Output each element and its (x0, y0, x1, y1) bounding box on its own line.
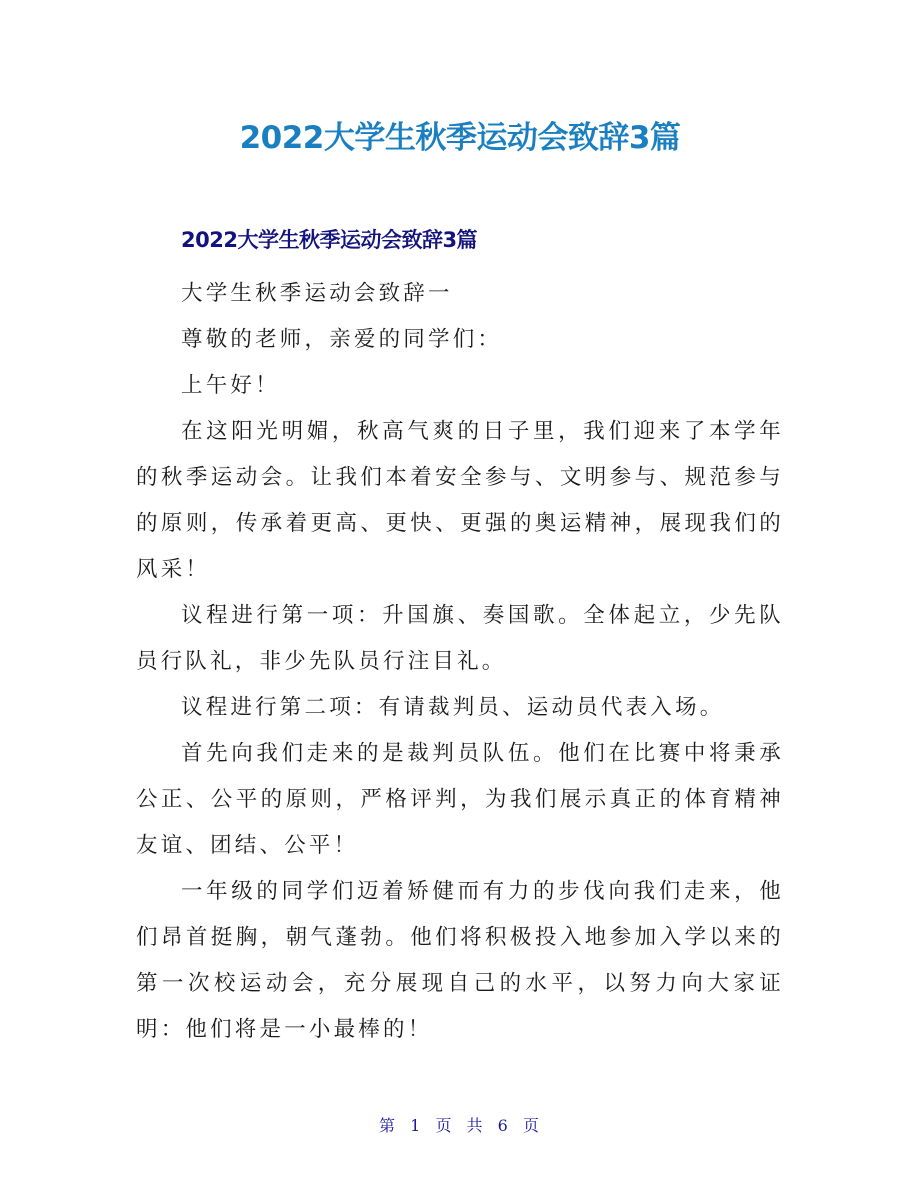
paragraph: 首先向我们走来的是裁判员队伍。他们在比赛中将秉承公正、公平的原则，严格评判，为我们展示真正的体育精神友谊、团结、公平！ (136, 741, 784, 858)
paragraph: 上午好！ (181, 373, 280, 398)
page-title: 2022大学生秋季运动会致辞3篇 (239, 120, 681, 156)
paragraph: 尊敬的老师，亲爱的同学们： (181, 327, 503, 352)
document-subtitle: 2022大学生秋季运动会致辞3篇 (181, 228, 478, 252)
page-mid2: 共 (466, 1116, 485, 1135)
page-current: 1 (410, 1116, 423, 1135)
page-total: 6 (497, 1116, 510, 1135)
paragraph: 议程进行第一项：升国旗、奏国歌。全体起立，少先队员行队礼，非少先队员行注目礼。 (136, 603, 784, 674)
page-mid1: 页 (435, 1116, 454, 1135)
page-prefix: 第 (379, 1116, 398, 1135)
page-suffix: 页 (522, 1116, 541, 1135)
document-body (136, 271, 784, 1053)
paragraph: 大学生秋季运动会致辞一 (181, 281, 453, 306)
paragraph: 议程进行第二项：有请裁判员、运动员代表入场。 (181, 695, 725, 720)
paragraph: 一年级的同学们迈着矫健而有力的步伐向我们走来，他们昂首挺胸，朝气蓬勃。他们将积极投入地参加入学以来的第一次校运动会，充分展现自己的水平，以努力向大家证明：他们将是一小最棒的！ (136, 879, 784, 1042)
paragraph: 在这阳光明媚，秋高气爽的日子里，我们迎来了本学年的秋季运动会。让我们本着安全参与、文明参与、规范参与的原则，传承着更高、更快、更强的奥运精神，展现我们的风采！ (136, 419, 784, 582)
page-footer (0, 1113, 920, 1136)
